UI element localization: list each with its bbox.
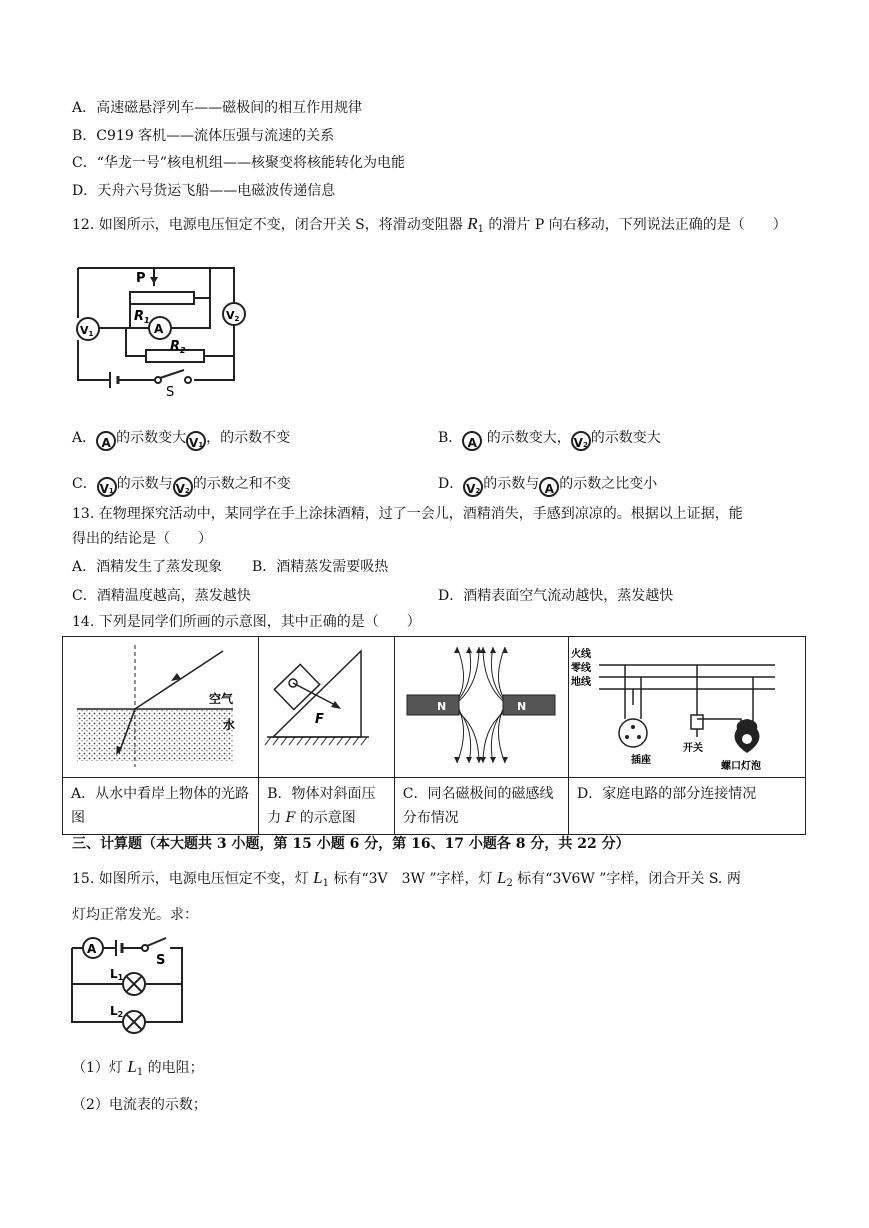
q14-figure-table: [62, 636, 806, 835]
refraction-diagram: [63, 637, 257, 773]
q14-caption-b: B．物体对斜面压力 F 的示意图: [259, 778, 395, 835]
ammeter-a-icon: A: [462, 431, 482, 451]
q15-circuit-diagram: [66, 934, 190, 1038]
q11-option-d: D．天舟六号货运飞船——电磁波传递信息: [72, 183, 336, 199]
q11-option-b: B．C919 客机——流体压强与流速的关系: [72, 128, 335, 144]
label-water: 水: [223, 718, 236, 732]
q13-option-a: A．酒精发生了蒸发现象: [72, 559, 223, 575]
voltmeter-v2-icon: V2: [173, 477, 193, 497]
q11-option-a: A．高速磁悬浮列车——磁极间的相互作用规律: [72, 100, 363, 116]
q12-option-c: C． V1 的示数与 V2 的示数之和不变: [72, 476, 291, 496]
household-circuit-diagram: [569, 637, 805, 773]
label-s: S: [166, 385, 175, 398]
slider-p-arrow: [150, 277, 158, 284]
q14-caption-d: D．家庭电路的部分连接情况: [569, 778, 806, 835]
q13-option-d: D．酒精表面空气流动越快，蒸发越快: [438, 588, 674, 604]
voltmeter-v1-icon: V1: [97, 477, 117, 497]
svg-text:A: A: [154, 322, 164, 336]
ammeter-a-icon: A: [539, 477, 559, 497]
label-switch: 开关: [683, 743, 703, 754]
q14-fig-d-cell: [569, 637, 806, 778]
label-fire-line: 火线: [571, 649, 591, 660]
q13-stem-line2: 得出的结论是（ ）: [72, 531, 212, 547]
q12-circuit-diagram: [68, 262, 248, 398]
label-ground-line: 地线: [571, 677, 591, 688]
q12-option-a: A． A 的示数变大 V1 ，的示数不变: [72, 430, 291, 450]
label-switch-s: S: [156, 953, 166, 968]
q14-fig-b-cell: [259, 637, 395, 778]
ammeter-a-icon: A: [96, 431, 116, 451]
q13-option-c: C．酒精温度越高，蒸发越快: [72, 588, 251, 604]
label-air: 空气: [209, 692, 234, 706]
q15-stem-line2: 灯均正常发光。求：: [72, 907, 198, 923]
q14-stem: 14. 下列是同学们所画的示意图，其中正确的是（ ）: [72, 614, 421, 630]
label-r2: R: [170, 339, 181, 354]
q12-option-d: D． V2 的示数与 A 的示数之比变小: [438, 476, 658, 496]
voltmeter-v1-icon: V1: [186, 431, 206, 451]
label-force: F: [315, 712, 325, 727]
q11-option-c: C．“华龙一号”核电机组——核聚变将核能转化为电能: [72, 155, 406, 171]
q15-sub1: （1）灯 $L_1$ 的电阻；: [72, 1057, 204, 1078]
voltmeter-v2-icon: V2: [463, 477, 483, 497]
label-p: P: [136, 271, 146, 286]
q13-stem-line1: 13. 在物理探究活动中，某同学在手上涂抹酒精，过了一会儿，酒精消失，手感到凉凉的。根据以上证据，能: [72, 506, 743, 522]
voltmeter-v2-icon: V2: [571, 431, 591, 451]
section-3-heading: 三、计算题（本大题共 3 小题，第 15 小题 6 分，第 16、17 小题各 8 分，共 22 分）: [72, 836, 630, 852]
label-n-left: N: [436, 700, 446, 713]
svg-text:V2: V2: [226, 309, 240, 323]
label-l1: L: [110, 967, 118, 981]
label-n-right: N: [516, 700, 526, 713]
label-r1: R: [134, 309, 145, 324]
label-ammeter: A: [87, 942, 97, 956]
q12-stem: 12. 如图所示，电源电压恒定不变，闭合开关 S，将滑动变阻器 $R_1$ 的滑片 P 向右移动，下列说法正确的是（ ）: [72, 214, 787, 235]
svg-text:R2: $R_2$: [170, 339, 186, 355]
incline-force-diagram: [259, 637, 393, 773]
q15-stem-line1: 15. 如图所示，电源电压恒定不变，灯 $L_1$ 标有“3V 3W ”字样，灯 $L_2$ 标有“3V6W ”字样，闭合开关 S. 两: [72, 868, 741, 889]
q14-fig-c-cell: [394, 637, 568, 778]
q15-sub2: （2）电流表的示数；: [72, 1097, 207, 1113]
svg-text:V1: V1: [80, 324, 94, 338]
label-socket: 插座: [631, 755, 651, 766]
label-neutral-line: 零线: [571, 663, 591, 674]
q14-fig-a-cell: [63, 637, 259, 778]
q12-option-b: B． A 的示数变大， V2 的示数变大: [438, 430, 661, 450]
q14-caption-a: A．从水中看岸上物体的光路图: [63, 778, 259, 835]
svg-text:R1: $R_1$: [134, 309, 150, 325]
magnetic-field-diagram: [395, 637, 567, 773]
label-l2: L: [110, 1004, 118, 1018]
q13-option-b: B．酒精蒸发需要吸热: [252, 559, 389, 575]
label-bulb: 螺口灯泡: [721, 761, 761, 772]
svg-text:L2: L2: [110, 1004, 124, 1019]
svg-text:L1: L1: [110, 967, 124, 982]
q14-caption-c: C．同名磁极间的磁感线分布情况: [394, 778, 568, 835]
